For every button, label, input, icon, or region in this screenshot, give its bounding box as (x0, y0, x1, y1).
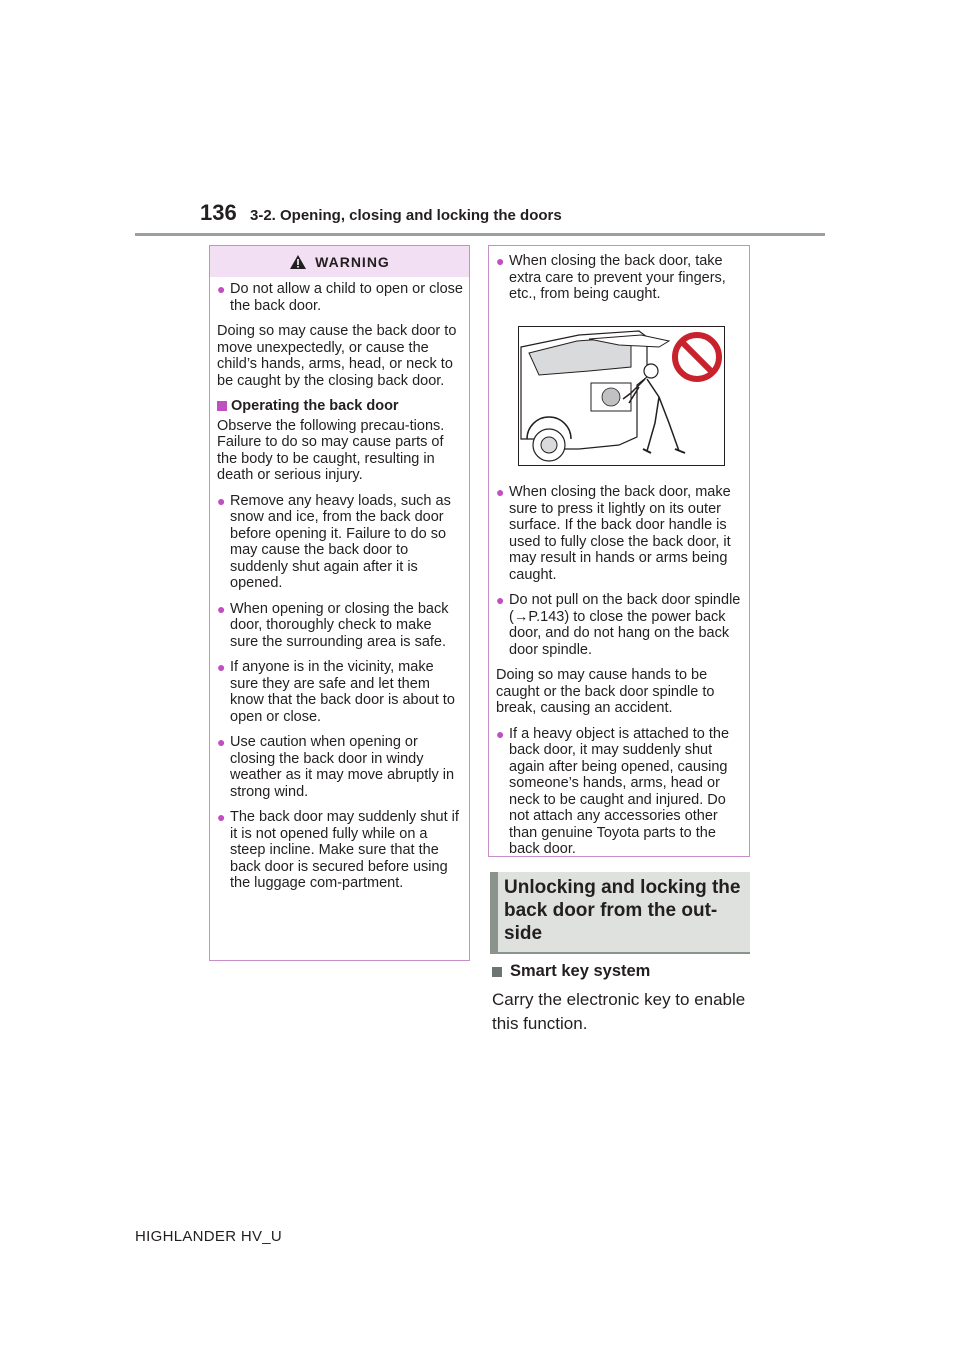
smart-key-heading: Smart key system (492, 962, 650, 981)
bullet-dot-icon: ● (496, 592, 505, 608)
warning-bullet: ● Do not allow a child to open or close the back door. (217, 281, 463, 314)
bullet-dot-icon: ● (217, 600, 226, 617)
warning-title: WARNING (315, 253, 390, 270)
warning-paragraph: Observe the following precau-tions. Failure to do so may cause parts of the body to be caught, resulting in death or serious injury. (217, 417, 445, 483)
warning-subheading: Operating the back door (217, 398, 463, 415)
warning-triangle-icon (289, 254, 307, 270)
warning-bullet: ● If anyone is in the vicinity, make sure they are safe and let them know that the back door is about to open or close. (217, 659, 455, 725)
bullet-dot-icon: ● (496, 484, 505, 500)
smart-key-body: Carry the electronic key to enable this function. (492, 990, 746, 1033)
warning-bullet: ● If a heavy object is attached to the back door, it may suddenly shut again after being opened, causing someone’s hands, arms, head or neck to be caught and injured. Do not attach any accessories other than genuine Toyota parts to the back door. (496, 725, 730, 857)
header-rule (135, 233, 825, 236)
bullet-dot-icon: ● (217, 809, 226, 825)
warning-bullet: ● Remove any heavy loads, such as snow and ice, from the back door before opening it. Failure to do so may cause the back door to suddenly shut again after it is opened. (217, 492, 451, 591)
section-title: 3-2. Opening, closing and locking the doors (250, 207, 562, 224)
section-heading: Unlocking and locking the back door from the out-side (490, 872, 750, 954)
warning-bullet: ● When closing the back door, make sure to press it lightly on its outer surface. If the back door handle is used to fully close the back door, it may result in hands or arms being caught. (496, 484, 731, 583)
square-bullet-icon (492, 967, 502, 977)
warning-paragraph: Doing so may cause hands to be caught or the back door spindle to break, causing an accident. (496, 667, 715, 716)
bullet-dot-icon: ● (496, 725, 505, 742)
warning-bullet: ● Do not pull on the back door spindle (→P.143) to close the power back door, and do not hang on the back door spindle. (496, 592, 741, 658)
back-door-caution-illustration (518, 326, 725, 466)
bullet-dot-icon: ● (496, 253, 505, 269)
square-bullet-icon (217, 401, 227, 411)
warning-header (210, 246, 469, 277)
warning-bullet: ● The back door may suddenly shut if it is not opened fully while on a steep incline. Make sure that the back door is secured before using the luggage com-partment. (217, 809, 459, 891)
warning-paragraph: Doing so may cause the back door to move unexpectedly, or cause the child’s hands, arms, head, or neck to be caught by the closing back door. (217, 323, 457, 389)
bullet-dot-icon: ● (217, 659, 226, 675)
warning-box-right (488, 245, 750, 857)
warning-bullet: ● When closing the back door, take extra care to prevent your fingers, etc., from being caught. (496, 253, 726, 302)
bullet-dot-icon: ● (217, 492, 226, 509)
warning-bullet: ● Use caution when opening or closing the back door in windy weather as it may move abruptly in strong wind. (217, 734, 455, 800)
footer-model: HIGHLANDER HV_U (135, 1228, 283, 1245)
bullet-dot-icon: ● (217, 281, 226, 297)
warning-box-left (209, 245, 470, 961)
bullet-dot-icon: ● (217, 734, 226, 750)
page-number: 136 (200, 200, 237, 225)
warning-bullet: ● When opening or closing the back door, thoroughly check to make sure the surrounding area is safe. (217, 600, 449, 650)
